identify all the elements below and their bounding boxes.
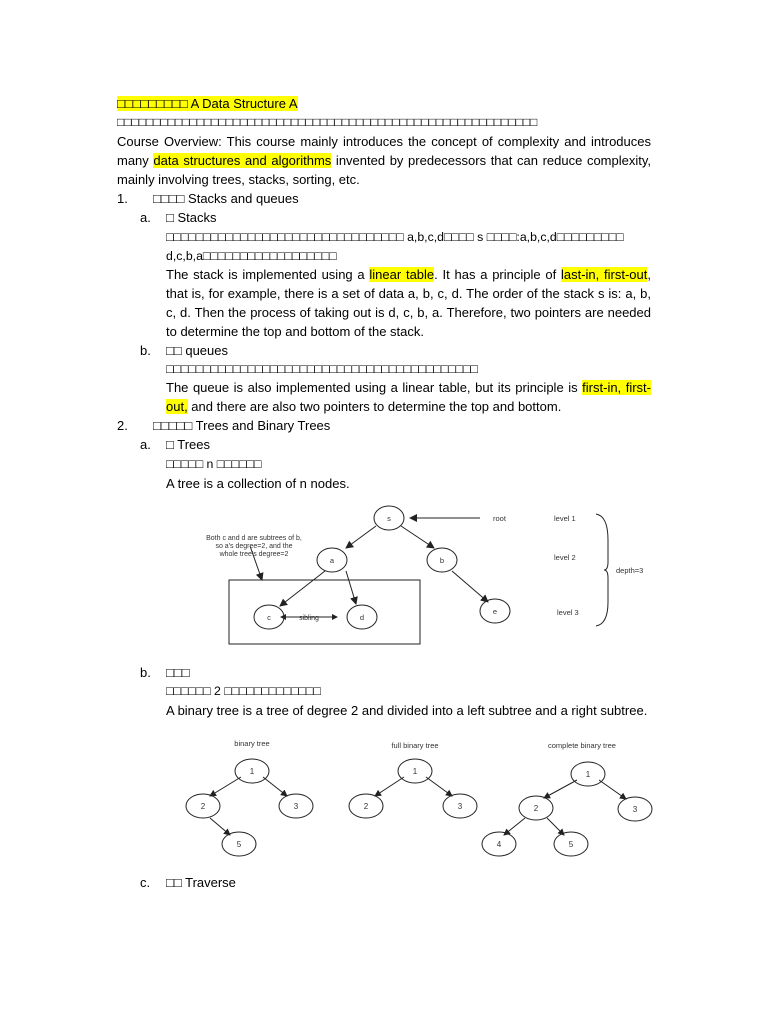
section-1b-heading: □□ queues (166, 343, 228, 358)
full-binary-tree-title: full binary tree (391, 741, 439, 750)
level-1-label: level 1 (554, 514, 576, 523)
overview-paragraph: Course Overview: This course mainly introduces the concept of complexity and introduces many data structures and algorithms invented by predecessors that can reduce complexity, mainly involving trees, stacks, sorting, etc. (117, 134, 651, 187)
complete-binary-tree-title: complete binary tree (548, 741, 616, 750)
level-3-label: level 3 (557, 608, 579, 617)
bt-node-5-label: 5 (236, 840, 242, 849)
queues-paragraph: The queue is also implemented using a linear table, but its principle is first-in, first-out, and there are also two pointers to determine the top and bottom. (166, 380, 651, 414)
trees-cjk-line: □□□□□ n □□□□□□ (166, 457, 262, 471)
section-1a-letter: a. (140, 210, 151, 225)
section-2b-letter: b. (140, 665, 151, 680)
node-a-label: a (329, 556, 335, 565)
section-2-heading: □□□□□ Trees and Binary Trees (153, 418, 331, 433)
section-2c-heading: □□ Traverse (166, 875, 236, 890)
note-line-1: Both c and d are subtrees of b, (206, 535, 302, 542)
title-cjk: □□□□□□□□□ (117, 96, 188, 111)
stacks-cjk-line-2: d,c,b,a□□□□□□□□□□□□□□□□□□ (166, 249, 337, 263)
fbt-node-3-label: 3 (457, 802, 463, 811)
highlight-lifo: last-in, first-out (560, 267, 648, 282)
bt-node-2-label: 2 (200, 802, 206, 811)
node-d-label: d (359, 613, 365, 622)
cbt-node-3-label: 3 (632, 805, 638, 814)
root-label: root (493, 514, 506, 523)
highlight-fifo: first-in, first-out, (166, 380, 651, 414)
level-2-label: level 2 (554, 553, 576, 562)
section-1b-letter: b. (140, 343, 151, 358)
title-en: A Data Structure A (190, 96, 298, 111)
subtree-box (229, 580, 420, 644)
overview-cjk: □□□□□□□□□□□□□□□□□□□□□□□□□□□□□□□□□□□□□□□□□□□□□□□□□□□□□□□□□□ (117, 115, 538, 129)
binary-tree-diagrams (170, 732, 660, 862)
bt-node-1-label: 1 (249, 767, 255, 776)
fbt-node-1-label: 1 (412, 767, 418, 776)
note-line-3: whole tree's degree=2 (219, 551, 289, 558)
fbt-node-2-label: 2 (363, 802, 369, 811)
note-line-2: so a's degree=2, and the (215, 543, 293, 550)
cbt-node-5-label: 5 (568, 840, 574, 849)
node-s-label: s (387, 514, 391, 523)
cbt-node-4-label: 4 (496, 840, 502, 849)
node-b-label: b (439, 556, 445, 565)
section-2c-letter: c. (140, 875, 151, 890)
stacks-paragraph: The stack is implemented using a linear table. It has a principle of last-in, first-out, that is, for example, there is a set of data a, b, c, d. The order of the stack s is: a, b, c, d. Then the process of taking out is d, c, b, a. Therefore, two pointers are needed to determine the top and bottom of the stack. (166, 267, 651, 339)
highlight-linear-table: linear table (369, 267, 435, 282)
queues-cjk-line: □□□□□□□□□□□□□□□□□□□□□□□□□□□□□□□□□□□□□□□□□□ (166, 362, 478, 376)
section-1-heading: □□□□ Stacks and queues (153, 191, 299, 206)
tree-diagram (170, 500, 650, 650)
trees-definition: A tree is a collection of n nodes. (166, 476, 350, 491)
cbt-node-1-label: 1 (585, 770, 591, 779)
section-2a-letter: a. (140, 437, 151, 452)
section-2a-heading: □ Trees (166, 437, 210, 452)
section-1-number: 1. (117, 191, 128, 206)
stacks-cjk-line-1: □□□□□□□□□□□□□□□□□□□□□□□□□□□□□□□□ a,b,c,d□□□□ s □□□□:a,b,c,d□□□□□□□□□ (166, 230, 624, 244)
section-1a-heading: □ Stacks (166, 210, 217, 225)
binary-tree-title: binary tree (234, 739, 270, 748)
node-c-label: c (267, 613, 271, 622)
cbt-node-2-label: 2 (533, 804, 539, 813)
node-e-label: e (492, 607, 498, 616)
document-title (117, 94, 298, 113)
section-2b-heading: □□□ (166, 665, 190, 680)
bt-node-3-label: 3 (293, 802, 299, 811)
highlight-data-structures: data structures and algorithms (153, 153, 332, 168)
sibling-label: sibling (299, 615, 319, 622)
section-2-number: 2. (117, 418, 128, 433)
binary-cjk-line: □□□□□□ 2 □□□□□□□□□□□□□ (166, 684, 321, 698)
binary-definition: A binary tree is a tree of degree 2 and divided into a left subtree and a right subtree. (166, 703, 648, 718)
depth-label: depth=3 (616, 566, 644, 575)
